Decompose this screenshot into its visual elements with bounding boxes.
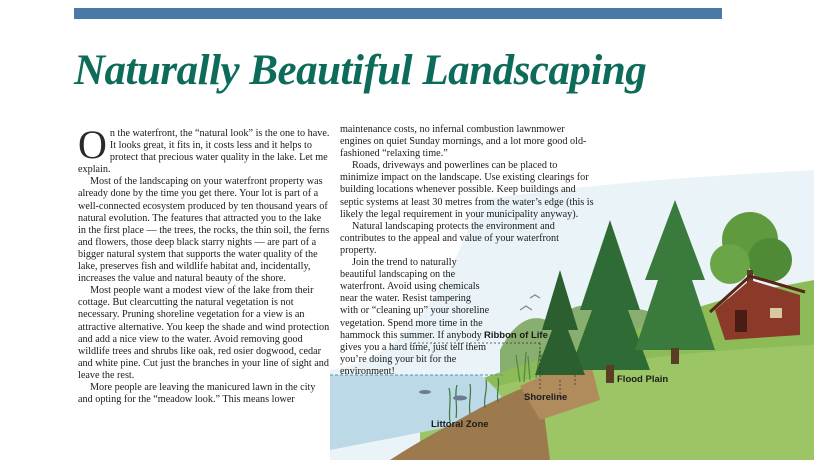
article-column-right <box>340 124 596 378</box>
label-flood-plain: Flood Plain <box>617 374 669 385</box>
article-paragraph: Most people want a modest view of the lake from their cottage. But clearcutting the natural vegetation is not necessary. Pruning shoreline vegetation for a view is an attractive alternative. You keep the shade and wind protection and add a nice view to the water. Avoid removing good wildlife trees and shrubs like oak, red osier dogwood, cedar and white pine. Cut just the branches in your line of sight and leave the rest. <box>78 285 330 381</box>
label-shoreline: Shoreline <box>524 392 568 403</box>
article-column-left <box>78 122 330 406</box>
article-paragraph: maintenance costs, no infernal combustion lawnmower engines on quiet Sunday mornings, and a lot more good old-fashioned “relaxing time.” <box>340 124 587 160</box>
fish <box>453 396 467 401</box>
drop-cap: O <box>78 122 107 167</box>
page-title: Naturally Beautiful Landscaping <box>74 47 647 94</box>
fish <box>419 390 431 394</box>
label-littoral-zone: Littoral Zone <box>431 419 489 430</box>
label-ribbon-of-life: Ribbon of Life <box>484 330 548 341</box>
article-paragraph: Most of the landscaping on your waterfront property was already done by the time you get there. Your lot is part of a well-connected ecosystem produced by ten thousand years of natural evolution. The features that attracted you to the lake in the first place — the trees, the rocks, the thin soil, the ferns and flowers, those deep black starry nights — are part of a bigger natural system that supports the water quality of the lake, preserves fish and wildlife habitat and, incidentally, increases the value and natural beauty of the shore. <box>78 176 330 285</box>
article-paragraph: On the waterfront, the “natural look” is the one to have. It looks great, it fits in, it costs less and it helps to protect that precious water quality in the lake. Let me explain. <box>78 122 330 176</box>
article-paragraph: Natural landscaping protects the environment and contributes to the appeal and value of your waterfront property. <box>340 220 559 256</box>
article-paragraph: Roads, driveways and powerlines can be placed to minimize impact on the landscape. Use existing clearings for building locations whenever possible. Keep buildings and septic systems at least 30 metres from the water’s edge (this is likely the legal requirement in your municipality anyway). <box>340 160 594 220</box>
article-paragraph: Join the trend to naturally beautiful landscaping on the waterfront. Avoid using chemicals near the water. Resist tampering with or “cleaning up” your shoreline vegetation. Spend more time in the hammock this summer. If anybody gives you a hard time, just tell them you’re doing your bit for the environment! <box>340 257 490 377</box>
header-bar <box>74 8 722 19</box>
article-paragraph: More people are leaving the manicured lawn in the city and opting for the “meadow look.” This means lower <box>78 381 316 406</box>
